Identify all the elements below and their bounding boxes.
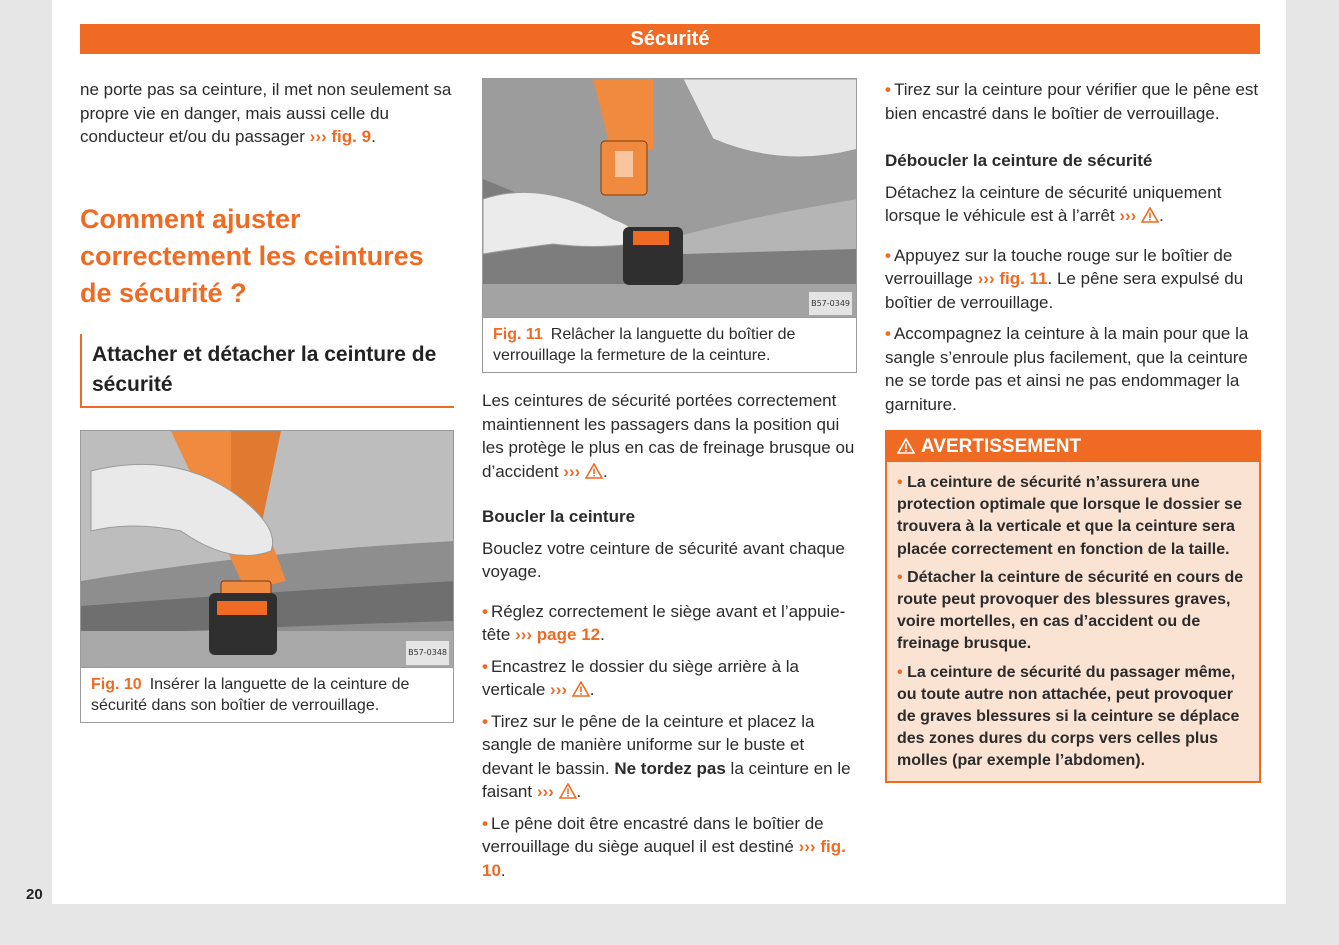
page12-link[interactable]: ››› page 12 <box>515 625 601 644</box>
boucler-title: Boucler la ceinture <box>482 507 636 526</box>
figure-10-caption: Fig. 10 Insérer la languette de la ceinture de sécurité dans son boîtier de verrouillage. <box>81 667 453 722</box>
fig10-link[interactable]: ››› fig. 10 <box>482 837 846 880</box>
boucler-text: Bouclez votre ceinture de sécurité avant chaque voyage. <box>482 538 845 581</box>
column-middle <box>482 78 857 882</box>
bullet-adjust-seat: • Réglez correctement le siège avant et l’appuie-tête ››› page 12. <box>482 601 846 644</box>
bullet-check-latch: • Tirez sur la ceinture pour vérifier que le pêne est bien encastré dans le boîtier de verrouillage. <box>885 80 1259 123</box>
figure-11-code: B57-0349 <box>809 292 852 316</box>
figure-10-code: B57-0348 <box>406 641 449 665</box>
fig11-link[interactable]: ››› fig. 11 <box>977 269 1048 288</box>
figure-11-image <box>483 79 856 317</box>
figure-10-image <box>81 431 453 667</box>
warning-title: AVERTISSEMENT <box>887 432 1259 462</box>
figure-10 <box>80 430 454 723</box>
warning-icon <box>559 783 577 799</box>
warning-icon <box>585 463 603 479</box>
bullet-press-button: • Appuyez sur la touche rouge sur le boîtier de verrouillage ››› fig. 11. Le pêne sera expulsé du boîtier de verrouillage. <box>885 245 1244 312</box>
deboucler-title: Déboucler la ceinture de sécurité <box>885 151 1153 170</box>
seatbelt-insert-illustration <box>81 431 453 667</box>
bullet-latch-buckle: • Le pêne doit être encastré dans le boîtier de verrouillage du siège auquel il est destiné ››› fig. 10. <box>482 813 846 880</box>
page-number: 20 <box>26 886 43 903</box>
bullet-guide-belt: • Accompagnez la ceinture à la main pour que la sangle s’enroule plus facilement, que la ceinture ne se torde pas et ainsi ne pas endommager la garniture. <box>885 324 1249 414</box>
column-right <box>885 78 1261 783</box>
warning-item: • Détacher la ceinture de sécurité en cours de route peut provoquer des blessures graves, voire mortelles, en cas d’accident ou de freinage brusque. <box>897 568 1244 653</box>
warning-item: • La ceinture de sécurité n’assurera une protection optimale que lorsque le dossier se trouvera à la verticale et que la ceinture sera placée correctement en fonction de la taille. <box>897 474 1242 558</box>
bullet-pull-latch: • Tirez sur le pêne de la ceinture et placez la sangle de manière uniforme sur le buste et devant le bassin. Ne tordez pas la ceinture en le faisant ››› . <box>482 711 851 801</box>
intro-paragraph: Les ceintures de sécurité portées correctement maintiennent les passagers dans la position qui les protège le plus en cas de freinage brusque ou d’accident ››› . <box>482 391 855 481</box>
figure-11-caption: Fig. 11 Relâcher la languette du boîtier de verrouillage la fermeture de la ceinture. <box>483 317 856 372</box>
warning-box <box>885 430 1261 783</box>
fig9-link[interactable]: ››› fig. 9 <box>309 127 372 146</box>
main-heading: Comment ajuster correctement les ceintures de sécurité ? <box>80 203 424 308</box>
warning-item: • La ceinture de sécurité du passager même, ou toute autre non attachée, peut provoquer de graves blessures si la ceinture se déplace des zones dures du corps vers celles plus molles (par exemple l’abdomen). <box>897 663 1240 770</box>
bullet-backrest: • Encastrez le dossier du siège arrière à la verticale ››› . <box>482 656 799 699</box>
warning-icon <box>1141 207 1159 223</box>
warning-icon <box>897 438 915 454</box>
seatbelt-release-illustration <box>483 79 856 317</box>
deboucler-text: Détachez la ceinture de sécurité uniquement lorsque le véhicule est à l’arrêt ››› . <box>885 182 1222 225</box>
intro-paragraph: ne porte pas sa ceinture, il met non seulement sa propre vie en danger, mais aussi celle du conducteur et/ou du passager ››› fig. 9. <box>80 80 452 146</box>
section-header: Sécurité <box>80 24 1260 54</box>
column-left <box>80 78 454 723</box>
figure-11 <box>482 78 857 373</box>
warning-icon <box>572 681 590 697</box>
subheading: Attacher et détacher la ceinture de sécurité <box>80 334 454 408</box>
warning-body <box>887 462 1259 781</box>
